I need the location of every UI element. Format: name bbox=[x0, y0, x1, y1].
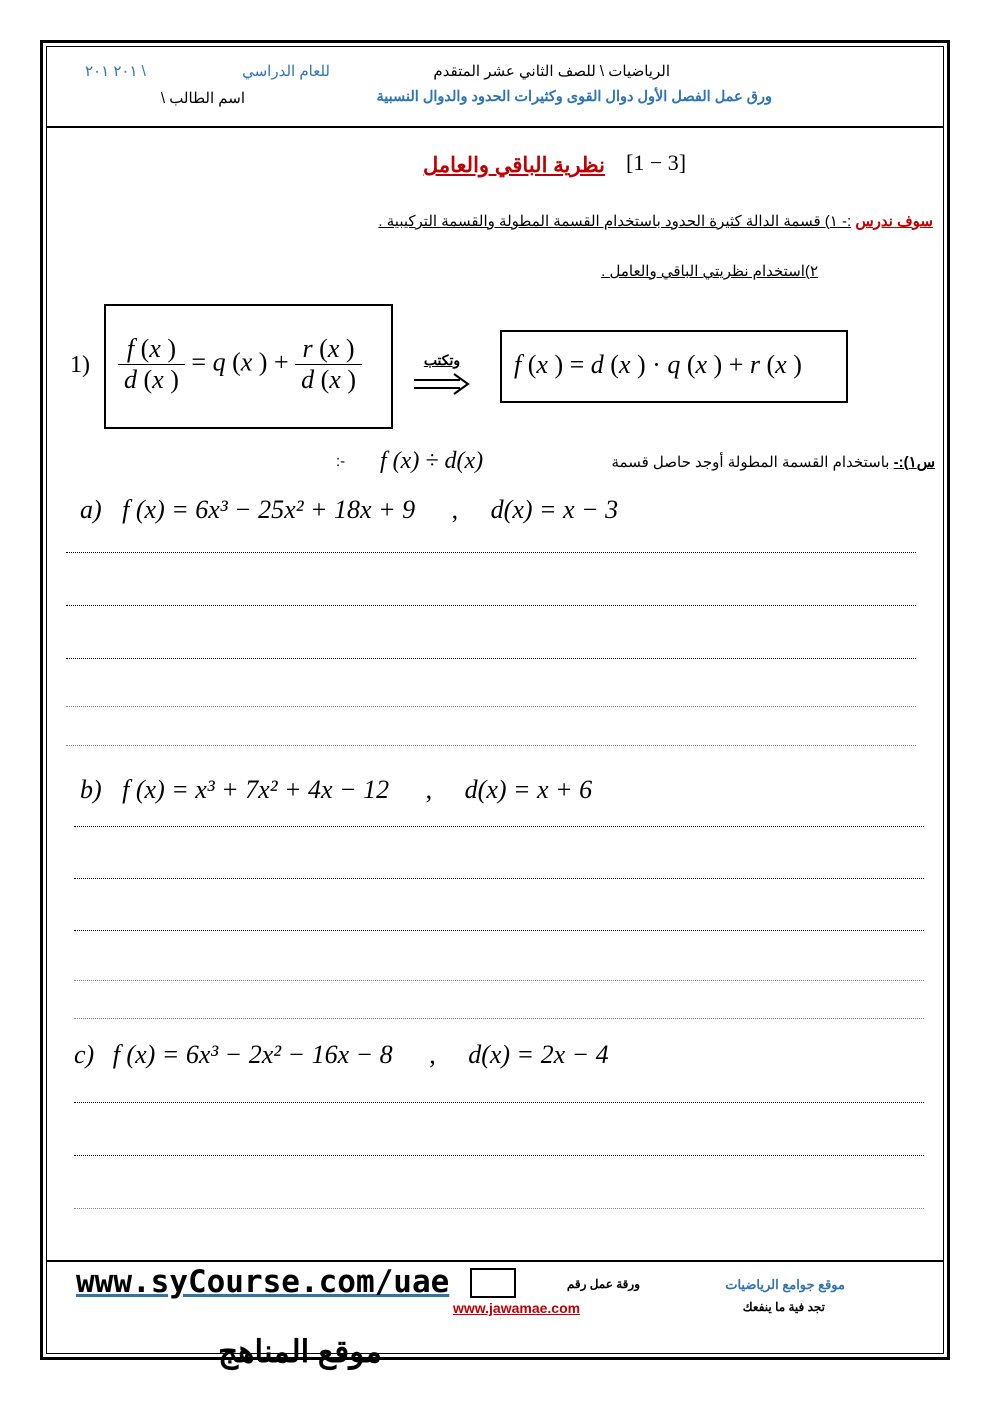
problem-f: f (x) = 6x³ − 2x² − 16x − 8 bbox=[112, 1040, 393, 1069]
header-subject: الرياضيات \ للصف الثاني عشر المتقدم bbox=[433, 63, 670, 80]
formula-index: 1) bbox=[70, 352, 90, 378]
question-expression: f (x) ÷ d(x) bbox=[380, 448, 484, 474]
objective-1 bbox=[270, 212, 933, 230]
question-label: س١):- bbox=[893, 454, 935, 471]
objective-1-text: :- ١) قسمة الدالة كثيرة الحدود باستخدام القسمة المطولة والقسمة التركيبية . bbox=[378, 213, 852, 230]
answer-line[interactable] bbox=[74, 826, 924, 827]
objectives-label: سوف ندرس bbox=[855, 213, 933, 230]
problem-letter: a) bbox=[80, 495, 102, 524]
answer-line[interactable] bbox=[66, 706, 916, 707]
footer-url-banner[interactable]: www.syCourse.com/uae bbox=[76, 1264, 450, 1300]
problem-d: d(x) = x + 6 bbox=[464, 775, 593, 804]
problem-d: d(x) = x − 3 bbox=[490, 495, 619, 524]
watermark-text: موقع المناهج bbox=[218, 1334, 382, 1369]
footer-divider bbox=[46, 1260, 944, 1262]
header-worksheet-title: ورق عمل الفصل الأول دوال القوى وكثيرات الحدود والدوال النسبية bbox=[376, 89, 772, 105]
problem-d: d(x) = 2x − 4 bbox=[468, 1040, 609, 1069]
section-title: نظرية الباقي والعامل bbox=[423, 154, 605, 177]
double-arrow-icon bbox=[412, 372, 472, 396]
problem-letter: b) bbox=[80, 775, 102, 804]
answer-line[interactable] bbox=[66, 605, 916, 606]
answer-line[interactable] bbox=[74, 1018, 924, 1019]
section-number: [1 − 3] bbox=[626, 150, 687, 175]
answer-line[interactable] bbox=[74, 1208, 924, 1209]
sheet-number-box bbox=[470, 1268, 516, 1298]
question-end-mark: :- bbox=[336, 453, 346, 470]
answer-line[interactable] bbox=[74, 878, 924, 879]
question-1 bbox=[560, 453, 935, 471]
division-identity: $\frac{f (x )}{d (x )}$ = q (x ) + $\frac{r (x )}{d (x )}$ bbox=[118, 334, 362, 395]
answer-line[interactable] bbox=[74, 1102, 924, 1103]
footer-sheet-label: ورقة عمل رقم bbox=[566, 1277, 640, 1291]
arrow-label: وتكتب bbox=[423, 352, 461, 368]
problem-b: b) f (x) = x³ + 7x² + 4x − 12 , d(x) = x + 6 bbox=[80, 775, 593, 804]
answer-line[interactable] bbox=[66, 658, 916, 659]
answer-line[interactable] bbox=[66, 552, 916, 553]
division-identity-box bbox=[104, 304, 393, 429]
header-divider bbox=[46, 126, 944, 128]
problem-f: f (x) = 6x³ − 25x² + 18x + 9 bbox=[122, 495, 416, 524]
product-identity-box bbox=[500, 330, 848, 403]
answer-line[interactable] bbox=[66, 745, 916, 746]
answer-line[interactable] bbox=[74, 930, 924, 931]
question-text: باستخدام القسمة المطولة أوجد حاصل قسمة bbox=[611, 454, 890, 471]
problem-c: c) f (x) = 6x³ − 2x² − 16x − 8 , d(x) = 2x − 4 bbox=[74, 1040, 609, 1069]
page-frame-inner bbox=[46, 46, 944, 1354]
header-year-label: للعام الدراسي bbox=[242, 63, 330, 80]
problem-a: a) f (x) = 6x³ − 25x² + 18x + 9 , d(x) = x − 3 bbox=[80, 495, 619, 524]
answer-line[interactable] bbox=[74, 980, 924, 981]
problem-letter: c) bbox=[74, 1040, 95, 1069]
product-identity: f (x ) = d (x ) · q (x ) + r (x ) bbox=[514, 350, 802, 379]
header-year-value: ٢٠١ ٢٠١ \ bbox=[85, 63, 146, 80]
footer-slogan: تجد فية ما ينفعك bbox=[742, 1300, 825, 1314]
answer-line[interactable] bbox=[74, 1155, 924, 1156]
footer-website-link[interactable]: www.jawamae.com bbox=[453, 1300, 581, 1316]
objective-2: ٢)استخدام نظريتي الباقي والعامل . bbox=[601, 263, 818, 280]
header-student-name-label: اسم الطالب \ bbox=[160, 90, 245, 107]
footer-site-name: موقع جوامع الرياضيات bbox=[725, 1277, 845, 1292]
problem-f: f (x) = x³ + 7x² + 4x − 12 bbox=[122, 775, 390, 804]
